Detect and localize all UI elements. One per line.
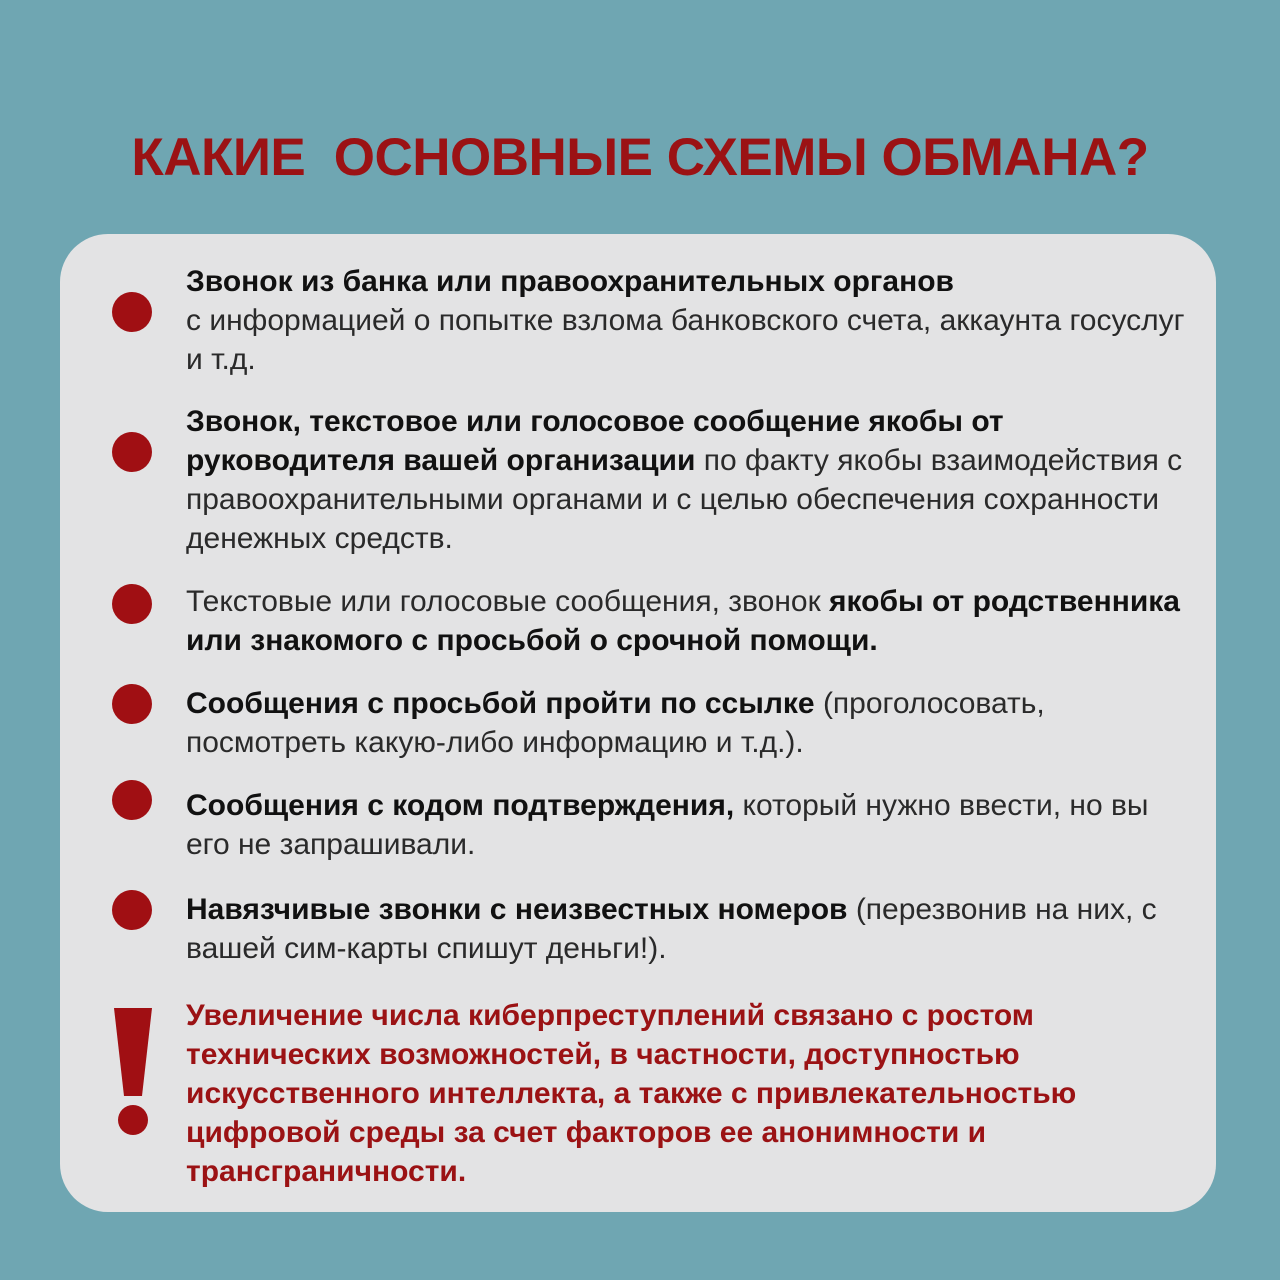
item-bold-text: Звонок из банка или правоохранительных органов [186, 265, 954, 298]
item-bold-text: Навязчивые звонки с неизвестных номеров [186, 893, 848, 926]
bullet-dot-icon [112, 584, 152, 624]
item-bold-text: якобы от родственника или знакомого с просьбой о срочной помощи. [186, 585, 1180, 657]
item-regular-text: (проголосовать, посмотреть какую-либо информацию и т.д.). [186, 687, 1045, 759]
warning-text: Увеличение числа киберпреступлений связано с ростом технических возможностей, в частности, доступностью искусственного интеллекта, а также с привлекательностью цифровой среды за счет факторов ее анонимности и трансграничности. [186, 999, 1077, 1188]
bullet-dot-icon [112, 890, 152, 930]
list-item-bank-call [186, 262, 1186, 379]
list-item-unknown-calls [186, 890, 1186, 968]
bullet-dot-icon [112, 684, 152, 724]
info-card [60, 234, 1216, 1212]
item-bold-text: Сообщения с просьбой пройти по ссылке [186, 687, 815, 720]
list-item-link-message [186, 684, 1186, 762]
item-regular-text: который нужно ввести, но вы его не запрашивали. [186, 789, 1149, 861]
list-item-code-message [186, 786, 1186, 864]
item-regular-text: по факту якобы взаимодействия с правоохранительными органами и с целью обеспечения сохранности денежных средств. [186, 444, 1183, 555]
item-regular-text: с информацией о попытке взлома банковского счета, аккаунта госуслуг и т.д. [186, 304, 1185, 376]
item-bold-text: Звонок, текстовое или голосовое сообщение якобы от руководителя вашей организации [186, 405, 1004, 477]
bullet-dot-icon [112, 432, 152, 472]
page-title: КАКИЕ ОСНОВНЫЕ СХЕМЫ ОБМАНА? [131, 128, 1149, 187]
bullet-dot-icon [112, 780, 152, 820]
list-item-relative-message [186, 582, 1186, 660]
list-item-manager-message [186, 402, 1186, 558]
item-regular-text: (перезвонив на них, с вашей сим-карты спишут деньги!). [186, 893, 1157, 965]
item-regular-text: Текстовые или голосовые сообщения, звонок [186, 585, 830, 618]
exclamation-icon [108, 1008, 158, 1138]
bullet-dot-icon [112, 292, 152, 332]
item-bold-text: Сообщения с кодом подтверждения, [186, 789, 735, 822]
